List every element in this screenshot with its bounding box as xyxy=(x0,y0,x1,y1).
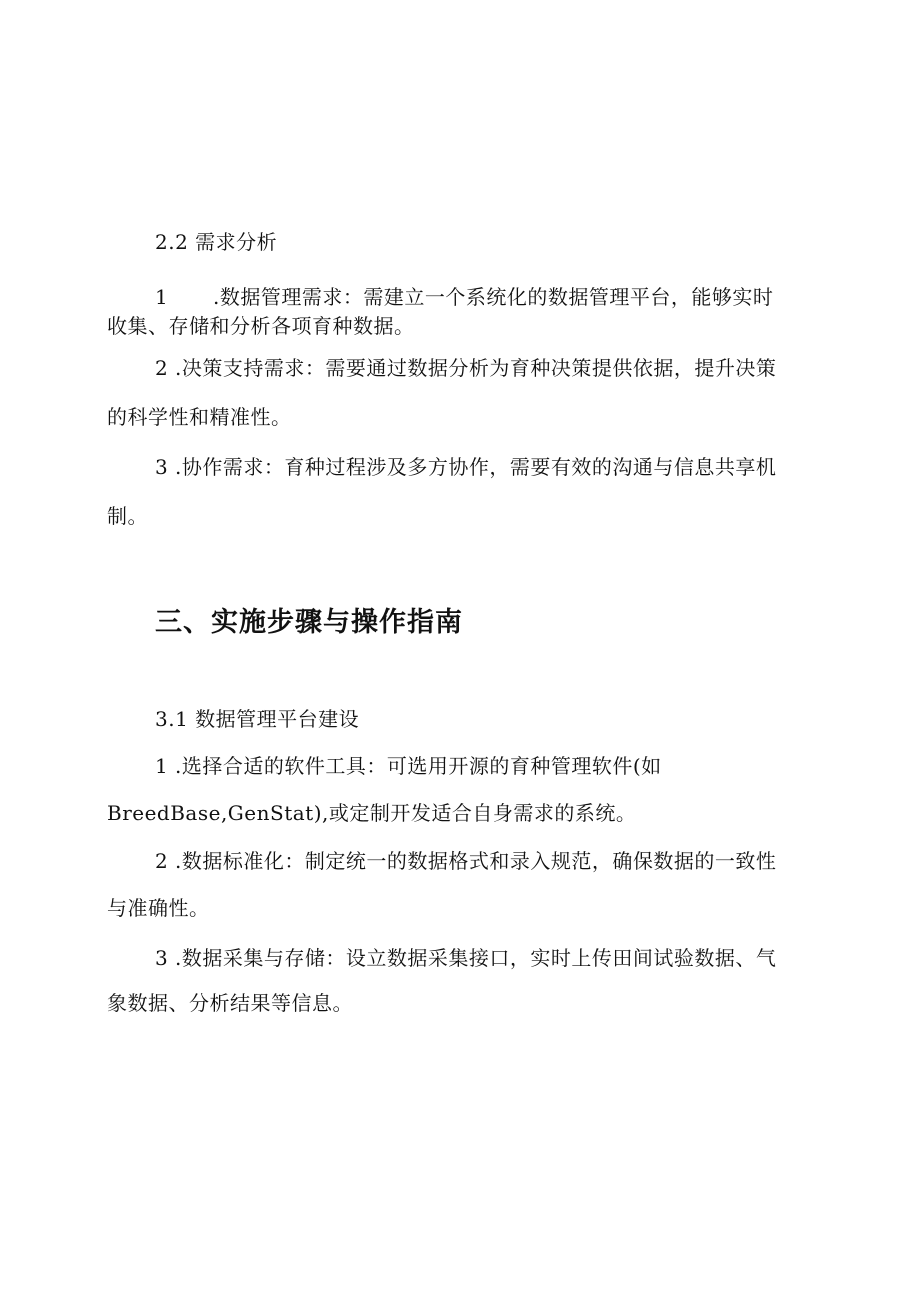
item-number: 1 xyxy=(155,285,169,309)
section-3-1-heading: 3.1 数据管理平台建设 xyxy=(155,707,360,731)
section-3-1-item-2-line-1 xyxy=(155,848,813,874)
item-text: .选择合适的软件工具：可选用开源的育种管理软件(如 xyxy=(175,754,662,778)
item-text: .数据采集与存储：设立数据采集接口，实时上传田间试验数据、气 xyxy=(175,946,777,970)
section-2-2-item-1-line-2: 收集、存储和分析各项育种数据。 xyxy=(107,314,415,338)
item-text: .数据标准化：制定统一的数据格式和录入规范，确保数据的一致性 xyxy=(175,849,777,873)
section-2-2-item-1-line-1 xyxy=(155,284,813,310)
section-3-1-item-2-line-2: 与准确性。 xyxy=(107,896,210,920)
section-3-1-item-3-line-1 xyxy=(155,945,813,971)
section-2-2-item-2-line-1 xyxy=(155,355,813,381)
item-text: .决策支持需求：需要通过数据分析为育种决策提供依据，提升决策 xyxy=(175,356,777,380)
section-2-2-item-2-line-2: 的科学性和精准性。 xyxy=(107,405,292,429)
item-number: 3 xyxy=(155,455,169,479)
section-3-1-item-1-line-2: BreedBase,GenStat),或定制开发适合自身需求的系统。 xyxy=(107,801,637,825)
item-text: .数据管理需求：需建立一个系统化的数据管理平台，能够实时 xyxy=(213,285,774,309)
item-number: 2 xyxy=(155,849,169,873)
item-number: 1 xyxy=(155,754,169,778)
section-2-2-item-3-line-2: 制。 xyxy=(107,504,148,528)
section-2-2-heading: 2.2 需求分析 xyxy=(155,230,278,254)
item-number: 3 xyxy=(155,946,169,970)
section-2-2-item-3-line-1 xyxy=(155,454,813,480)
section-3-1-item-3-line-2: 象数据、分析结果等信息。 xyxy=(107,991,353,1015)
item-text: .协作需求：育种过程涉及多方协作，需要有效的沟通与信息共享机 xyxy=(175,455,777,479)
section-3-1-item-1-line-1 xyxy=(155,753,813,779)
chapter-3-heading: 三、实施步骤与操作指南 xyxy=(155,607,463,638)
item-number: 2 xyxy=(155,356,169,380)
